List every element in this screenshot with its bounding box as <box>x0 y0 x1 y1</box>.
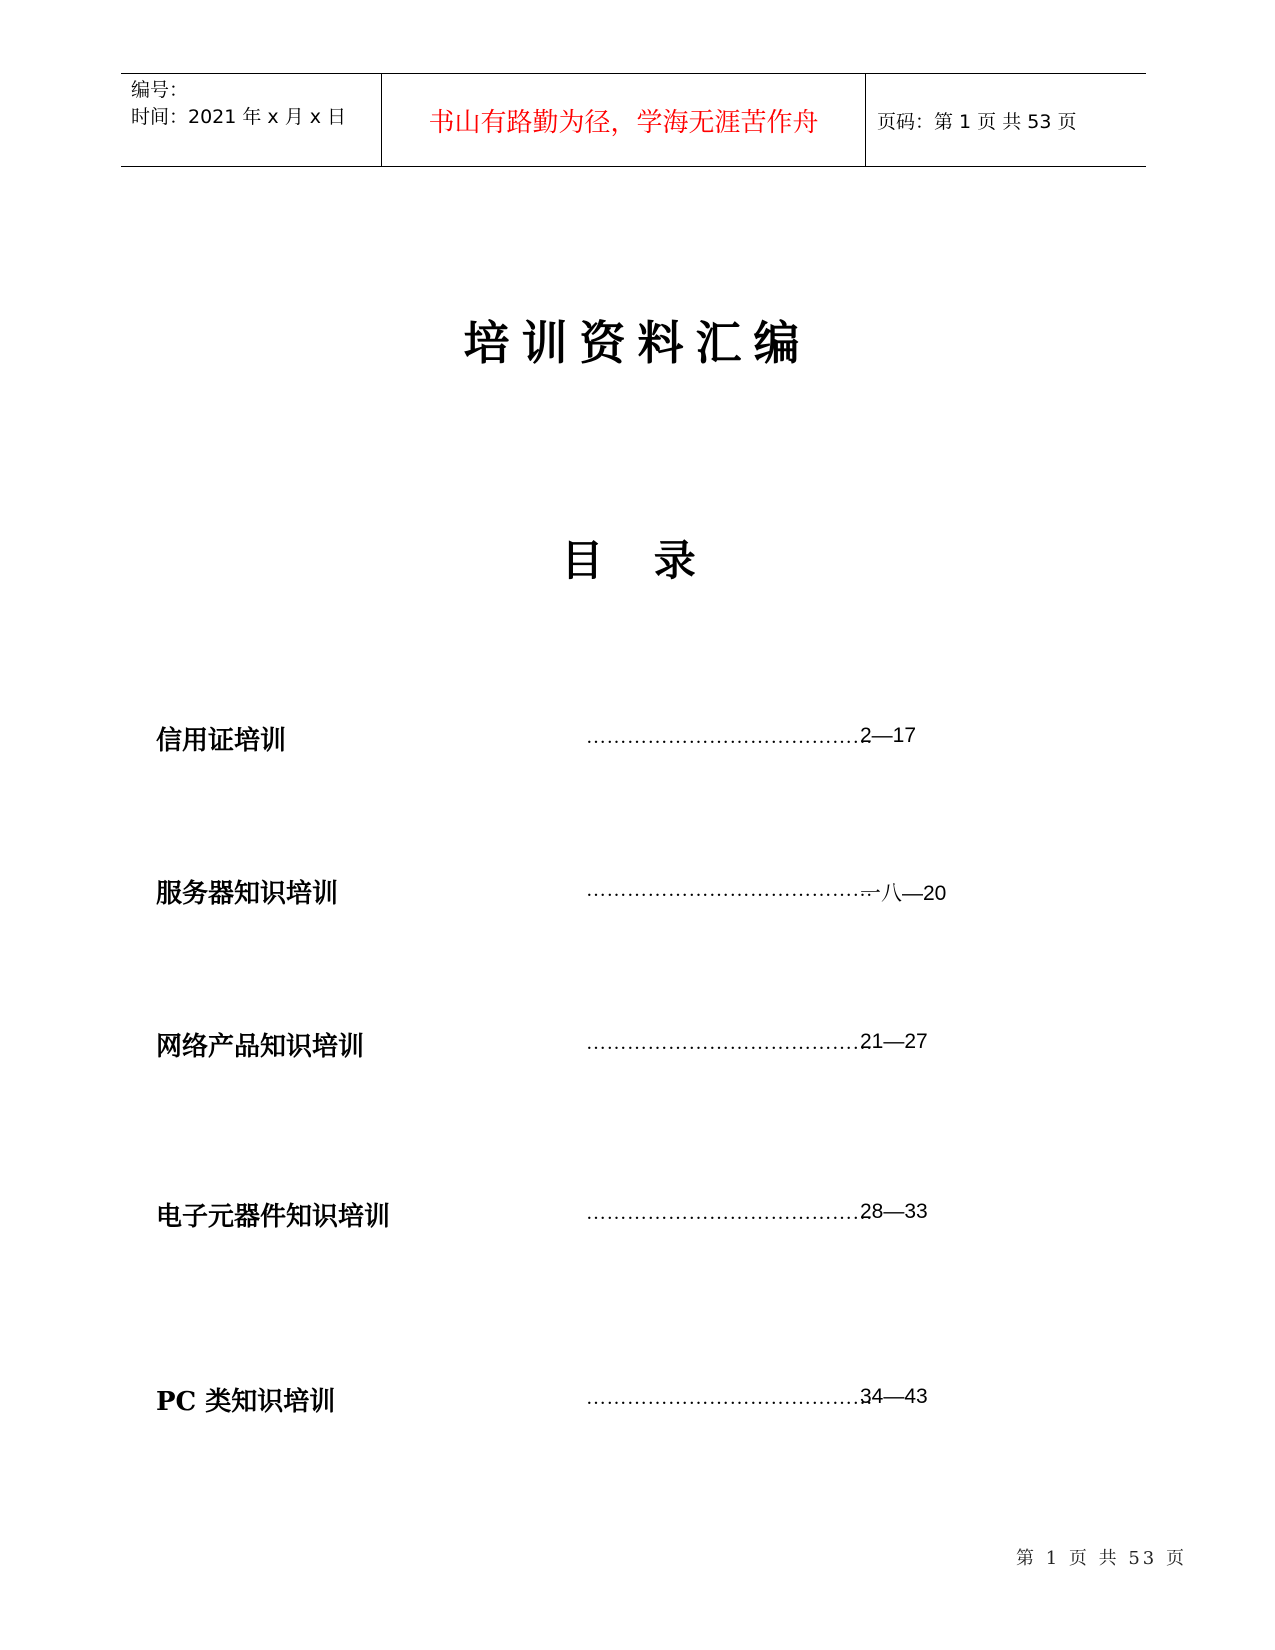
document-time-label: 时间：2021 年 x 月 x 日 <box>131 106 347 128</box>
toc-entry-3[interactable] <box>156 1026 1056 1066</box>
header-page-info: 页码：第 1 页 共 53 页 <box>877 110 1077 133</box>
toc-entry-1[interactable] <box>156 720 1056 760</box>
toc-entry-label: 电子元器件知识培训 <box>156 1202 391 1232</box>
toc-heading: 目 录 <box>561 536 714 585</box>
toc-entry-leader: …………………………………… <box>586 1032 873 1054</box>
header-meta <box>121 74 382 166</box>
toc-entry-pages: 34—43 <box>860 1385 928 1408</box>
toc-entry-leader: …………………………………… <box>586 1202 873 1224</box>
page-header <box>121 73 1146 167</box>
toc-entry-leader: …………………………………… <box>586 726 873 748</box>
page-footer: 第 1 页 共 53 页 <box>1016 1548 1187 1569</box>
toc-entry-label: 网络产品知识培训 <box>156 1032 365 1062</box>
toc-entry-4[interactable] <box>156 1196 1056 1236</box>
toc-entry-leader: …………………………………… <box>586 879 873 901</box>
toc-entry-5[interactable] <box>156 1381 1056 1421</box>
toc-entry-leader: …………………………………… <box>586 1387 873 1409</box>
toc-entry-pages: 一八—20 <box>860 882 947 905</box>
document-title: 培训资料汇编 <box>463 316 812 370</box>
toc-entry-label: 信用证培训 <box>156 726 287 756</box>
header-motto: 书山有路勤为径，学海无涯苦作舟 <box>382 74 866 166</box>
toc-entry-2[interactable] <box>156 873 1056 913</box>
toc-entry-label: 服务器知识培训 <box>156 879 339 909</box>
toc-entry-label: PC 类知识培训 <box>156 1387 336 1417</box>
toc-entry-pages: 2—17 <box>860 724 917 747</box>
document-number-label: 编号： <box>131 79 189 101</box>
toc-entry-pages: 28—33 <box>860 1200 928 1223</box>
toc-entry-pages: 21—27 <box>860 1030 928 1053</box>
